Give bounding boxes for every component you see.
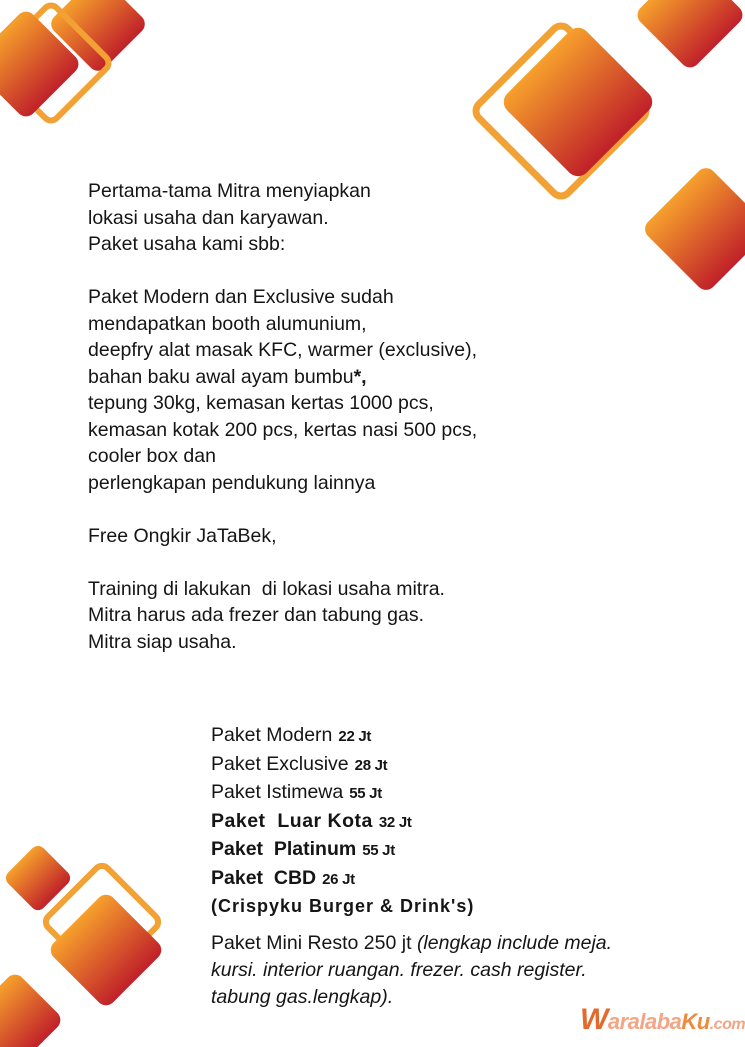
- cbd-note: (Crispyku Burger & Drink's): [211, 895, 475, 916]
- intro-line: Free Ongkir JaTaBek,: [88, 524, 277, 547]
- logo-ku: Ku: [681, 1009, 710, 1034]
- package-price: 32 Jt: [378, 813, 412, 831]
- package-name: Paket CBD: [211, 866, 317, 889]
- diamond-top-right-top: [633, 0, 745, 72]
- package-item: [211, 836, 641, 865]
- intro-line: lokasi usaha dan karyawan.: [88, 206, 329, 229]
- diamond-top-right-bottom: [641, 164, 745, 294]
- mini-resto-detail: (lengkap include meja. kursi. interior ruangan. frezer. cash register. tabung gas.lengkap).: [211, 931, 613, 1008]
- package-price: 55 Jt: [349, 785, 382, 803]
- package-price: 28 Jt: [354, 756, 388, 774]
- intro-line: Paket Modern dan Exclusive sudah: [88, 286, 394, 308]
- intro-line: [88, 364, 608, 391]
- waralabaku-logo: [580, 1003, 745, 1037]
- package-item: [211, 779, 641, 808]
- intro-text: [88, 178, 608, 655]
- intro-line: Mitra harus ada frezer dan tabung gas.: [88, 604, 425, 626]
- package-item: [211, 722, 641, 751]
- intro-line: kemasan kotak 200 pcs, kertas nasi 500 pcs,: [88, 418, 478, 441]
- package-item: [211, 751, 641, 780]
- package-price: 26 Jt: [322, 870, 355, 888]
- intro-line: Mitra siap usaha.: [88, 630, 237, 653]
- intro-line: cooler box dan: [88, 445, 216, 467]
- intro-line: mendapatkan booth alumunium,: [88, 312, 367, 335]
- diamond-bottom-left-corner: [0, 971, 64, 1047]
- logo-dotcom: .com: [709, 1016, 745, 1033]
- intro-line: perlengkapan pendukung lainnya: [88, 471, 376, 494]
- intro-line: Pertama-tama Mitra menyiapkan: [88, 180, 371, 202]
- intro-line-text: bahan baku awal ayam bumbu: [88, 365, 354, 388]
- package-item: [211, 808, 641, 837]
- logo-w: W: [580, 1003, 608, 1036]
- intro-line: deepfry alat masak KFC, warmer (exclusive),: [88, 339, 478, 361]
- package-name: Paket Istimewa: [211, 781, 344, 804]
- package-name: Paket Modern: [211, 724, 333, 746]
- asterisk-note: *,: [353, 365, 367, 388]
- mini-resto-label: Paket Mini Resto 250 jt: [211, 931, 412, 954]
- intro-line: Paket usaha kami sbb:: [88, 233, 286, 255]
- intro-line: tepung 30kg, kemasan kertas 1000 pcs,: [88, 392, 434, 414]
- package-name: Paket Luar Kota: [211, 809, 373, 832]
- package-list: [211, 722, 641, 1011]
- logo-aralaba: aralaba: [607, 1009, 682, 1034]
- package-item: [211, 865, 641, 894]
- package-name: Paket Exclusive: [211, 752, 349, 775]
- package-name: Paket Platinum: [211, 838, 357, 861]
- package-price: 22 Jt: [338, 728, 372, 745]
- mini-resto-package: [211, 930, 631, 1011]
- intro-line: Training di lakukan di lokasi usaha mitra.: [88, 577, 445, 600]
- package-price: 55 Jt: [362, 842, 395, 860]
